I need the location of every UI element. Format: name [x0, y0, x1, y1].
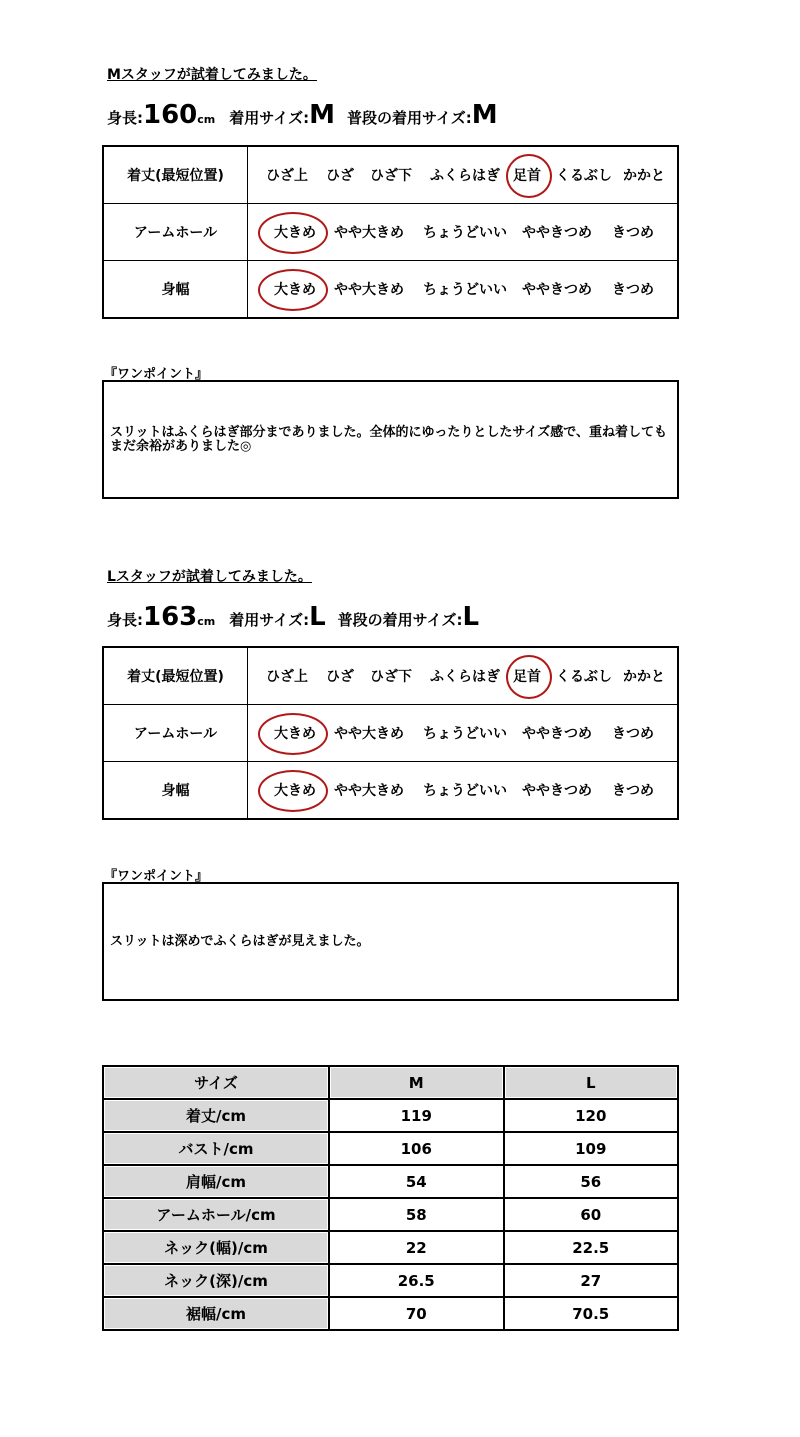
fit-row-options	[248, 146, 679, 204]
row-label: バスト/cm	[103, 1132, 329, 1165]
cell-l: 22.5	[504, 1231, 679, 1264]
row-label: 肩幅/cm	[103, 1165, 329, 1198]
fit-row-options	[248, 705, 679, 762]
fit-row-options	[248, 261, 679, 319]
option-hizaue: ひざ上	[266, 669, 308, 685]
height-value: 160	[143, 100, 198, 130]
option-kurubushi: くるぶし	[556, 669, 612, 685]
option-ashikubi: 足首	[513, 168, 541, 184]
size-label: 着用サイズ:	[229, 611, 310, 629]
staff-m-onepoint-text: スリットはふくらはぎ部分までありました。全体的にゆったりとしたサイズ感で、重ね着してもまだ余裕がありました◎	[110, 424, 668, 454]
option-ookime: 大きめ	[274, 783, 316, 799]
usual-size-value: L	[462, 602, 480, 632]
staff-l-heading: Lスタッフが試着してみました。	[107, 569, 312, 585]
usual-size-label: 普段の着用サイズ:	[346, 109, 472, 127]
fit-row-label: 着丈(最短位置)	[103, 647, 248, 705]
header-m: M	[329, 1066, 504, 1099]
header-l: L	[504, 1066, 679, 1099]
selected-circle	[506, 154, 552, 198]
height-unit: cm	[197, 113, 216, 126]
staff-m-stats	[107, 100, 498, 130]
option-fukurahagi: ふくらはぎ	[430, 168, 500, 184]
fit-row-label: 身幅	[103, 762, 248, 820]
option-choudoii: ちょうどいい	[423, 282, 507, 298]
cell-l: 27	[504, 1264, 679, 1297]
cell-l: 120	[504, 1099, 679, 1132]
size-table-header	[103, 1066, 678, 1099]
table-row	[103, 1231, 678, 1264]
table-row	[103, 1165, 678, 1198]
option-ookime: 大きめ	[274, 726, 316, 742]
cell-m: 54	[329, 1165, 504, 1198]
row-label: ネック(幅)/cm	[103, 1231, 329, 1264]
option-yaya-kitsume: ややきつめ	[522, 783, 592, 799]
option-ashikubi: 足首	[513, 669, 541, 685]
option-yaya-ookime: やや大きめ	[334, 282, 404, 298]
selected-circle	[258, 269, 328, 311]
cell-m: 58	[329, 1198, 504, 1231]
usual-size-label: 普段の着用サイズ:	[337, 611, 463, 629]
cell-m: 22	[329, 1231, 504, 1264]
option-yaya-ookime: やや大きめ	[334, 726, 404, 742]
size-value: M	[309, 100, 335, 130]
fit-row-options	[248, 647, 679, 705]
option-kakato: かかと	[623, 669, 665, 685]
option-kakato: かかと	[623, 168, 665, 184]
staff-l-stats	[107, 602, 479, 632]
option-kurubushi: くるぶし	[556, 168, 612, 184]
row-label: アームホール/cm	[103, 1198, 329, 1231]
option-hiza: ひざ	[326, 669, 354, 685]
size-table	[102, 1065, 679, 1331]
cell-m: 119	[329, 1099, 504, 1132]
fit-row-length	[103, 146, 678, 204]
fit-row-width	[103, 762, 678, 820]
staff-l-onepoint-label: 『ワンポイント』	[104, 869, 209, 884]
table-row	[103, 1297, 678, 1330]
fit-row-options	[248, 204, 679, 261]
option-hizaue: ひざ上	[266, 168, 308, 184]
fit-row-width	[103, 261, 678, 319]
option-yaya-kitsume: ややきつめ	[522, 726, 592, 742]
option-ookime: 大きめ	[274, 282, 316, 298]
header-size: サイズ	[103, 1066, 329, 1099]
staff-l-fit-table	[102, 646, 679, 820]
option-yaya-kitsume: ややきつめ	[522, 282, 592, 298]
cell-l: 60	[504, 1198, 679, 1231]
option-kitsume: きつめ	[612, 726, 654, 742]
fit-row-label: アームホール	[103, 705, 248, 762]
usual-size-value: M	[471, 100, 498, 130]
staff-m-fit-table	[102, 145, 679, 319]
option-kitsume: きつめ	[612, 282, 654, 298]
option-choudoii: ちょうどいい	[423, 225, 507, 241]
fit-row-options	[248, 762, 679, 820]
cell-l: 109	[504, 1132, 679, 1165]
option-kitsume: きつめ	[612, 783, 654, 799]
cell-m: 26.5	[329, 1264, 504, 1297]
fit-row-armhole	[103, 204, 678, 261]
cell-m: 106	[329, 1132, 504, 1165]
fit-row-armhole	[103, 705, 678, 762]
height-label: 身長:	[107, 109, 143, 127]
selected-circle	[258, 770, 328, 812]
option-hizashita: ひざ下	[370, 669, 412, 685]
selected-circle	[506, 655, 552, 699]
row-label: ネック(深)/cm	[103, 1264, 329, 1297]
cell-m: 70	[329, 1297, 504, 1330]
option-fukurahagi: ふくらはぎ	[430, 669, 500, 685]
option-yaya-ookime: やや大きめ	[334, 225, 404, 241]
fit-row-label: 身幅	[103, 261, 248, 319]
option-kitsume: きつめ	[612, 225, 654, 241]
staff-l-onepoint-box	[102, 882, 679, 1001]
option-ookime: 大きめ	[274, 225, 316, 241]
size-value: L	[309, 602, 326, 632]
option-hizashita: ひざ下	[370, 168, 412, 184]
selected-circle	[258, 713, 328, 755]
table-row	[103, 1132, 678, 1165]
height-label: 身長:	[107, 611, 143, 629]
table-row	[103, 1264, 678, 1297]
option-hiza: ひざ	[326, 168, 354, 184]
fit-row-label: アームホール	[103, 204, 248, 261]
staff-m-onepoint-box	[102, 380, 679, 499]
cell-l: 56	[504, 1165, 679, 1198]
fit-row-length	[103, 647, 678, 705]
staff-l-onepoint-text: スリットは深めでふくらはぎが見えました。	[110, 933, 370, 949]
row-label: 裾幅/cm	[103, 1297, 329, 1330]
row-label: 着丈/cm	[103, 1099, 329, 1132]
table-row	[103, 1099, 678, 1132]
option-yaya-ookime: やや大きめ	[334, 783, 404, 799]
fit-row-label: 着丈(最短位置)	[103, 146, 248, 204]
table-row	[103, 1198, 678, 1231]
option-yaya-kitsume: ややきつめ	[522, 225, 592, 241]
staff-m-heading: Mスタッフが試着してみました。	[107, 67, 317, 83]
selected-circle	[258, 212, 328, 254]
option-choudoii: ちょうどいい	[423, 783, 507, 799]
staff-m-onepoint-label: 『ワンポイント』	[104, 367, 209, 382]
option-choudoii: ちょうどいい	[423, 726, 507, 742]
height-unit: cm	[197, 615, 216, 628]
cell-l: 70.5	[504, 1297, 679, 1330]
size-label: 着用サイズ:	[229, 109, 310, 127]
height-value: 163	[143, 602, 198, 632]
